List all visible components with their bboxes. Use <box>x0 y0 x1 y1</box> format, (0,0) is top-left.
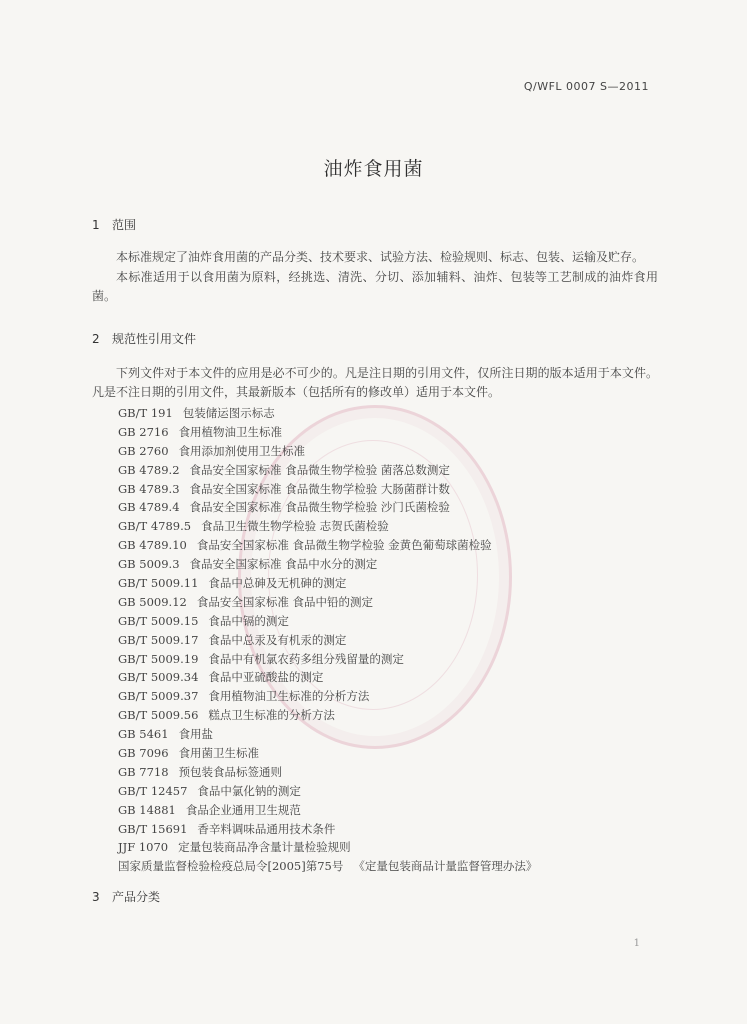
reference-code: GB/T 12457 <box>118 783 188 798</box>
reference-item <box>118 404 658 423</box>
section-title: 规范性引用文件 <box>112 332 197 346</box>
reference-code: GB/T 5009.17 <box>118 632 199 647</box>
reference-code: GB 2716 <box>118 424 169 439</box>
reference-code: GB 4789.4 <box>118 500 180 515</box>
reference-item <box>118 744 658 763</box>
reference-item <box>118 725 658 744</box>
section-number: 3 <box>92 890 100 904</box>
reference-code: GB/T 5009.15 <box>118 613 199 628</box>
reference-title: 食品中有机氯农药多组分残留量的测定 <box>208 651 404 666</box>
reference-item <box>118 442 658 461</box>
section-2-heading <box>92 330 196 347</box>
reference-code: GB 4789.3 <box>118 481 180 496</box>
scope-paragraph: 本标准适用于以食用菌为原料，经挑选、清洗、分切、添加辅料、油炸、包装等工艺制成的油炸食用菌。 <box>92 270 658 303</box>
reference-item <box>118 820 658 839</box>
section-number: 2 <box>92 332 100 346</box>
reference-title: 食品中总砷及无机砷的测定 <box>208 576 347 591</box>
reference-code: GB 7096 <box>118 746 169 761</box>
reference-title: 食用添加剂使用卫生标准 <box>178 443 306 458</box>
reference-title: 食品安全国家标准 食品微生物学检验 菌落总数测定 <box>189 462 450 477</box>
reference-item <box>118 687 658 706</box>
reference-code: GB/T 5009.56 <box>118 708 199 723</box>
standard-code: Q/WFL 0007 S—2011 <box>523 80 649 93</box>
reference-item <box>118 555 658 574</box>
reference-item <box>118 838 658 857</box>
reference-title: 食品中镉的测定 <box>208 613 289 628</box>
reference-code: GB/T 5009.34 <box>118 670 199 685</box>
reference-title: 香辛料调味品通用技术条件 <box>197 821 336 836</box>
reference-code: 国家质量监督检验检疫总局令[2005]第75号 <box>118 859 344 874</box>
section-title: 范围 <box>112 218 137 232</box>
reference-title: 食用植物油卫生标准 <box>178 424 283 439</box>
reference-code: GB 2760 <box>118 443 169 458</box>
reference-title: 糕点卫生标准的分析方法 <box>208 708 335 723</box>
reference-code: GB 14881 <box>118 802 176 817</box>
reference-title: 食品中总汞及有机汞的测定 <box>208 632 347 647</box>
document-title: 油炸食用菌 <box>323 158 424 180</box>
section-3-heading <box>92 888 160 905</box>
reference-title: 定量包装商品净含量计量检验规则 <box>178 840 351 855</box>
reference-code: GB/T 15691 <box>118 821 188 836</box>
reference-item <box>118 857 658 876</box>
reference-item <box>118 423 658 442</box>
scope-paragraph: 本标准规定了油炸食用菌的产品分类、技术要求、试验方法、检验规则、标志、包装、运输及贮存。 <box>116 250 645 264</box>
reference-title: 包装储运图示标志 <box>182 406 275 420</box>
reference-title: 食品安全国家标准 食品微生物学检验 大肠菌群计数 <box>189 481 450 496</box>
reference-title: 食品企业通用卫生规范 <box>185 802 301 817</box>
reference-title: 预包装食品标签通则 <box>178 764 283 779</box>
reference-title: 食品安全国家标准 食品中铅的测定 <box>196 594 374 609</box>
reference-code: GB 4789.10 <box>118 538 187 553</box>
page-number: 1 <box>633 938 640 949</box>
reference-title: 食品中亚硫酸盐的测定 <box>208 670 324 685</box>
reference-item <box>118 612 658 631</box>
reference-code: GB/T 4789.5 <box>118 519 192 534</box>
reference-title: 食品卫生微生物学检验 志贺氏菌检验 <box>201 519 389 534</box>
section-title: 产品分类 <box>112 890 161 904</box>
reference-item <box>118 801 658 820</box>
reference-code: GB/T 191 <box>118 406 173 420</box>
reference-code: GB 5461 <box>118 727 169 742</box>
reference-code: GB 4789.2 <box>118 462 180 477</box>
reference-item <box>118 574 658 593</box>
reference-code: JJF 1070 <box>118 840 169 855</box>
section-1-heading <box>92 216 136 233</box>
reference-code: GB 5009.3 <box>118 557 180 572</box>
reference-title: 食品安全国家标准 食品微生物学检验 沙门氏菌检验 <box>189 500 450 515</box>
reference-code: GB/T 5009.19 <box>118 651 199 666</box>
reference-title: 食用菌卫生标准 <box>178 746 260 761</box>
reference-item <box>118 461 658 480</box>
section-number: 1 <box>92 218 100 232</box>
reference-item <box>118 668 658 687</box>
reference-item <box>118 650 658 669</box>
reference-title: 食用植物油卫生标准的分析方法 <box>208 689 370 704</box>
reference-item <box>118 498 658 517</box>
reference-item <box>118 782 658 801</box>
reference-item <box>118 536 658 555</box>
reference-title: 食品安全国家标准 食品微生物学检验 金黄色葡萄球菌检验 <box>196 538 492 553</box>
reference-list <box>118 404 658 876</box>
reference-code: GB 5009.12 <box>118 594 187 609</box>
reference-title: 食品安全国家标准 食品中水分的测定 <box>189 557 378 572</box>
reference-item <box>118 763 658 782</box>
reference-title: 《定量包装商品计量监督管理办法》 <box>353 859 538 874</box>
reference-item <box>118 706 658 725</box>
references-intro: 下列文件对于本文件的应用是必不可少的。凡是注日期的引用文件，仅所注日期的版本适用于本文件。凡是不注日期的引用文件，其最新版本（包括所有的修改单）适用于本文件。 <box>92 366 658 399</box>
reference-item <box>118 593 658 612</box>
reference-item <box>118 480 658 499</box>
reference-title: 食品中氯化钠的测定 <box>197 783 301 798</box>
reference-code: GB 7718 <box>118 764 169 779</box>
reference-code: GB/T 5009.37 <box>118 689 199 704</box>
reference-item <box>118 631 658 650</box>
reference-item <box>118 517 658 536</box>
reference-code: GB/T 5009.11 <box>118 576 199 591</box>
reference-title: 食用盐 <box>178 727 214 742</box>
